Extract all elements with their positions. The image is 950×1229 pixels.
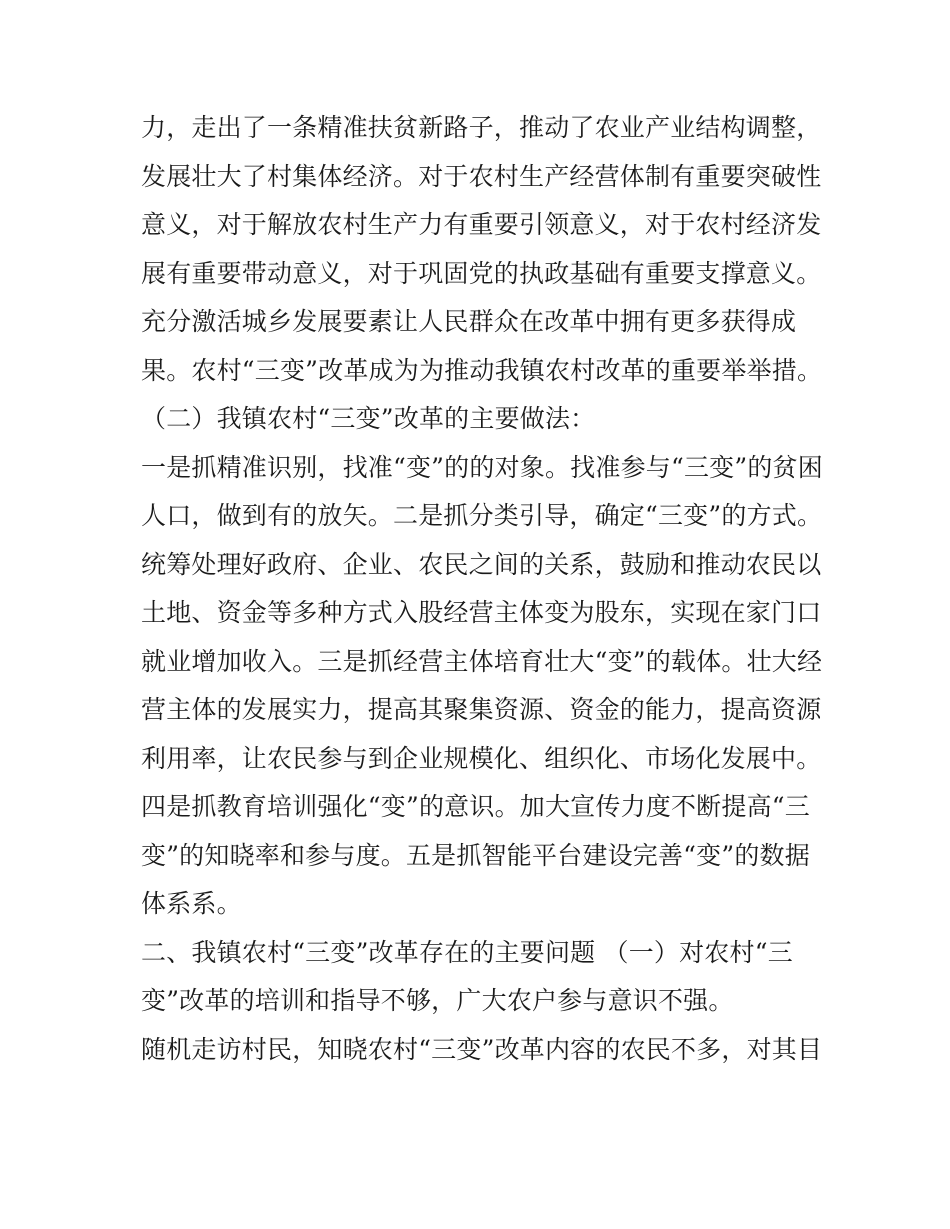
text-line: 充分激活城乡发展要素让人民群众在改革中拥有更多获得成 (141, 307, 797, 336)
section-heading: （二）我镇农村“三变”改革的主要做法： (141, 404, 596, 433)
text-line: 土地、资金等多种方式入股经营主体变为股东，实现在家门口 (141, 598, 822, 627)
text-line: 果。农村“三变”改革成为为推动我镇农村改革的重要举举措。 (141, 355, 823, 385)
text-line: 营主体的发展实力，提高其聚集资源、资金的能力，提高资源 (141, 695, 822, 724)
body-text (141, 104, 821, 1074)
text-line: 变”的知晓率和参与度。五是抓智能平台建设完善“变”的数据 (141, 840, 810, 870)
text-line: 体系系。 (141, 889, 242, 918)
text-line: 一是抓精准识别，找准“变”的的对象。找准参与“三变”的贫困 (141, 452, 823, 482)
section-heading: 二、我镇农村“三变”改革存在的主要问题 （一）对农村“三 (141, 937, 793, 967)
text-line: 变”改革的培训和指导不够，广大农户参与意识不强。 (141, 986, 734, 1015)
text-line: 四是抓教育培训强化“变”的意识。加大宣传力度不断提高“三 (141, 792, 810, 821)
text-line: 人口，做到有的放矢。二是抓分类引导，确定“三变”的方式。 (141, 501, 823, 530)
text-line: 随机走访村民，知晓农村“三变”改革内容的农民不多，对其目 (141, 1034, 823, 1064)
text-line: 就业增加收入。三是抓经营主体培育壮大“变”的载体。壮大经 (141, 646, 823, 676)
text-line: 利用率，让农民参与到企业规模化、组织化、市场化发展中。 (141, 743, 822, 773)
text-line: 展有重要带动意义，对于巩固党的执政基础有重要支撑意义。 (141, 258, 822, 288)
text-line: 力，走出了一条精准扶贫新路子，推动了农业产业结构调整， (141, 113, 822, 142)
text-line: 发展壮大了村集体经济。对于农村生产经营体制有重要突破性 (141, 161, 822, 191)
text-line: 统筹处理好政府、企业、农民之间的关系，鼓励和推动农民以 (141, 549, 822, 579)
text-line: 意义，对于解放农村生产力有重要引领意义，对于农村经济发 (141, 210, 822, 239)
